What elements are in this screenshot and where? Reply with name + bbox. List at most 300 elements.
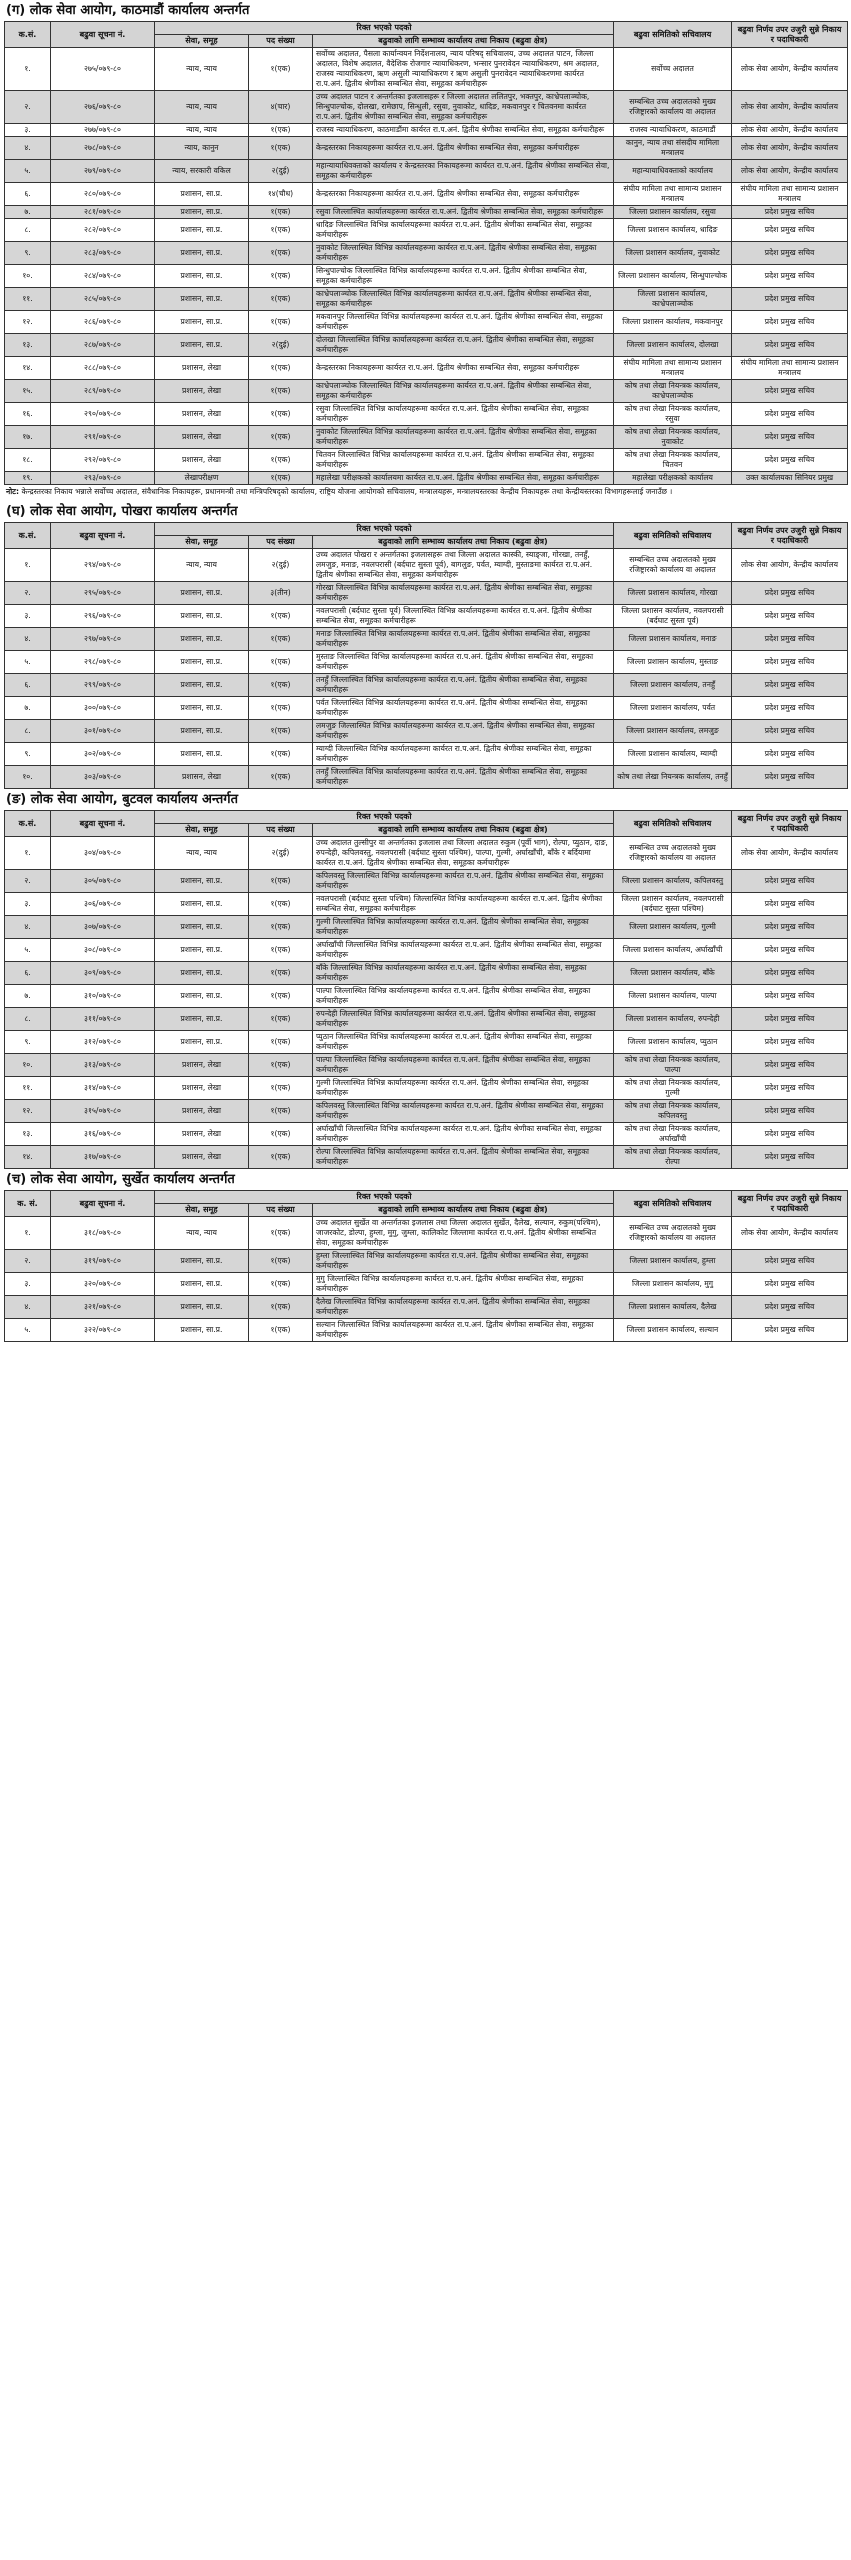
row-service: प्रशासन, सा.प्र.	[155, 1296, 249, 1319]
promotion-table	[4, 810, 848, 1169]
row-authority: प्रदेश प्रमुख सचिव	[732, 720, 848, 743]
row-service: प्रशासन, सा.प्र.	[155, 288, 249, 311]
row-service: प्रशासन, सा.प्र.	[155, 985, 249, 1008]
row-posts: १(एक)	[249, 311, 313, 334]
header-offices: बढुवाको लागि सम्भाव्य कार्यालय तथा निकाय (बढुवा क्षेत्र)	[313, 35, 614, 48]
row-notice-no: २९४/०७९-८०	[51, 549, 155, 582]
row-offices: नवलपरासी (बर्दघाट सुस्ता पूर्व) जिल्लास्थित विभिन्न कार्यालयहरूमा कार्यरत रा.प.अनं. द्वितीय श्रेणीका सम्बन्धित सेवा, समूहका कर्मचारीहरू	[313, 605, 614, 628]
header-offices: बढुवाको लागि सम्भाव्य कार्यालय तथा निकाय (बढुवा क्षेत्र)	[313, 536, 614, 549]
row-offices: उच्च अदालत पाटन र अन्तर्गतका इजलासहरू र जिल्ला अदालत ललितपुर, भक्तपुर, काभ्रेपलाञ्चोक, सिन्धुपाल्चोक, दोलखा, रामेछाप, सिन्धुली, रसुवा, नुवाकोट, धादिङ, मकवानपुर र चितवनमा कार्यरत रा.प.अनं. द्वितीय श्रेणीका सम्बन्धित सेवा, समूहका कर्मचारीहरू	[313, 91, 614, 124]
row-sn: ३.	[5, 605, 51, 628]
row-authority: प्रदेश प्रमुख सचिव	[732, 380, 848, 403]
row-posts: १(एक)	[249, 357, 313, 380]
table-row	[5, 1217, 848, 1250]
row-committee: जिल्ला प्रशासन कार्यालय, तनहुँ	[614, 674, 732, 697]
row-service: प्रशासन, लेखा	[155, 1146, 249, 1169]
row-offices: गुल्मी जिल्लास्थित विभिन्न कार्यालयहरूमा कार्यरत रा.प.अनं. द्वितीय श्रेणीका सम्बन्धित सेवा, समूहका कर्मचारीहरू	[313, 916, 614, 939]
row-service: प्रशासन, लेखा	[155, 403, 249, 426]
row-posts: १(एक)	[249, 124, 313, 137]
table-body	[5, 549, 848, 789]
row-sn: ५.	[5, 1319, 51, 1342]
row-committee: कोष तथा लेखा नियन्त्रक कार्यालय, गुल्मी	[614, 1077, 732, 1100]
row-posts: १(एक)	[249, 1250, 313, 1273]
header-notice-no: बढुवा सूचना नं.	[51, 523, 155, 549]
row-service: प्रशासन, सा.प्र.	[155, 674, 249, 697]
row-notice-no: ३१२/०७९-८०	[51, 1031, 155, 1054]
row-posts: १(एक)	[249, 449, 313, 472]
row-committee: जिल्ला प्रशासन कार्यालय, गोरखा	[614, 582, 732, 605]
row-committee: जिल्ला प्रशासन कार्यालय, बाँके	[614, 962, 732, 985]
row-offices: गुल्मी जिल्लास्थित विभिन्न कार्यालयहरूमा कार्यरत रा.प.अनं. द्वितीय श्रेणीका सम्बन्धित सेवा, समूहका कर्मचारीहरू	[313, 1077, 614, 1100]
row-committee: कोष तथा लेखा नियन्त्रक कार्यालय, रोल्पा	[614, 1146, 732, 1169]
row-service: न्याय, न्याय	[155, 837, 249, 870]
table-row	[5, 628, 848, 651]
row-notice-no: ३११/०७९-८०	[51, 1008, 155, 1031]
row-sn: ८.	[5, 720, 51, 743]
row-notice-no: २८६/०७९-८०	[51, 311, 155, 334]
row-committee: सम्बन्धित उच्च अदालतको मुख्य रजिष्ट्रारको कार्यालय वा अदालत	[614, 549, 732, 582]
row-posts: १(एक)	[249, 962, 313, 985]
row-posts: १४(चौध)	[249, 183, 313, 206]
table-row	[5, 893, 848, 916]
row-sn: १९.	[5, 472, 51, 485]
row-sn: १४.	[5, 1146, 51, 1169]
row-sn: ९.	[5, 743, 51, 766]
row-notice-no: ३१७/०७९-८०	[51, 1146, 155, 1169]
row-notice-no: ३१८/०७९-८०	[51, 1217, 155, 1250]
row-posts: १(एक)	[249, 206, 313, 219]
table-row	[5, 1319, 848, 1342]
row-notice-no: २९२/०७९-८०	[51, 449, 155, 472]
table-row	[5, 985, 848, 1008]
row-authority: प्रदेश प्रमुख सचिव	[732, 743, 848, 766]
row-committee: जिल्ला प्रशासन कार्यालय, पर्वत	[614, 697, 732, 720]
row-authority: प्रदेश प्रमुख सचिव	[732, 605, 848, 628]
section-title: (ङ) लोक सेवा आयोग, बुटवल कार्यालय अन्तर्गत	[6, 792, 239, 807]
row-sn: ७.	[5, 206, 51, 219]
row-offices: रोल्पा जिल्लास्थित विभिन्न कार्यालयहरूमा कार्यरत रा.प.अनं. द्वितीय श्रेणीका सम्बन्धित सेवा, समूहका कर्मचारीहरू	[313, 1146, 614, 1169]
row-notice-no: ३०१/०७९-८०	[51, 720, 155, 743]
row-posts: १(एक)	[249, 893, 313, 916]
header-committee: बढुवा समितिको सचिवालय	[614, 811, 732, 837]
row-notice-no: २९१/०७९-८०	[51, 426, 155, 449]
table-row	[5, 1146, 848, 1169]
table-row	[5, 91, 848, 124]
row-posts: १(एक)	[249, 1100, 313, 1123]
row-authority: प्रदेश प्रमुख सचिव	[732, 403, 848, 426]
row-offices: कपिलवस्तु जिल्लास्थित विभिन्न कार्यालयहरूमा कार्यरत रा.प.अनं. द्वितीय श्रेणीका सम्बन्धित सेवा, समूहका कर्मचारीहरू	[313, 870, 614, 893]
row-authority: प्रदेश प्रमुख सचिव	[732, 311, 848, 334]
row-authority: प्रदेश प्रमुख सचिव	[732, 766, 848, 789]
row-offices: राजस्व न्यायाधिकरण, काठमाडौंमा कार्यरत रा.प.अनं. द्वितीय श्रेणीका सम्बन्धित सेवा, समूहका कर्मचारीहरू	[313, 124, 614, 137]
table-row	[5, 1296, 848, 1319]
row-committee: जिल्ला प्रशासन कार्यालय, सल्यान	[614, 1319, 732, 1342]
table-row	[5, 605, 848, 628]
row-notice-no: ३००/०७९-८०	[51, 697, 155, 720]
row-authority: प्रदेश प्रमुख सचिव	[732, 1296, 848, 1319]
row-authority: प्रदेश प्रमुख सचिव	[732, 1008, 848, 1031]
header-service: सेवा, समूह	[155, 1204, 249, 1217]
row-committee: कोष तथा लेखा नियन्त्रक कार्यालय, नुवाकोट	[614, 426, 732, 449]
row-offices: प्युठान जिल्लास्थित विभिन्न कार्यालयहरूमा कार्यरत रा.प.अनं. द्वितीय श्रेणीका सम्बन्धित सेवा, समूहका कर्मचारीहरू	[313, 1031, 614, 1054]
row-committee: जिल्ला प्रशासन कार्यालय, दैलेख	[614, 1296, 732, 1319]
section-pokhara	[4, 501, 847, 789]
note	[4, 485, 847, 501]
row-posts: १(एक)	[249, 426, 313, 449]
table-row	[5, 1250, 848, 1273]
row-committee: कोष तथा लेखा नियन्त्रक कार्यालय, रसुवा	[614, 403, 732, 426]
row-authority: प्रदेश प्रमुख सचिव	[732, 1319, 848, 1342]
table-row	[5, 720, 848, 743]
table-row	[5, 1077, 848, 1100]
row-offices: पाल्पा जिल्लास्थित विभिन्न कार्यालयहरूमा कार्यरत रा.प.अनं. द्वितीय श्रेणीका सम्बन्धित सेवा, समूहका कर्मचारीहरू	[313, 985, 614, 1008]
row-committee: जिल्ला प्रशासन कार्यालय, नवलपरासी (बर्दघाट सुस्ता पश्चिम)	[614, 893, 732, 916]
row-notice-no: २८९/०७९-८०	[51, 380, 155, 403]
row-sn: ८.	[5, 219, 51, 242]
row-service: न्याय, न्याय	[155, 91, 249, 124]
row-service: प्रशासन, लेखा	[155, 449, 249, 472]
row-committee: जिल्ला प्रशासन कार्यालय, रसुवा	[614, 206, 732, 219]
row-offices: कपिलवस्तु जिल्लास्थित विभिन्न कार्यालयहरूमा कार्यरत रा.प.अनं. द्वितीय श्रेणीका सम्बन्धित सेवा, समूहका कर्मचारीहरू	[313, 1100, 614, 1123]
row-notice-no: २७५/०७९-८०	[51, 48, 155, 91]
row-committee: जिल्ला प्रशासन कार्यालय, सिन्धुपाल्चोक	[614, 265, 732, 288]
row-notice-no: २८२/०७९-८०	[51, 219, 155, 242]
row-offices: सर्वोच्च अदालत, पैसला कार्यान्वयन निर्देशनालय, न्याय परिषद् सचिवालय, उच्च अदालत पाटन, जिल्ला अदालत, विशेष अदालत, वैदेशिक रोजगार न्यायाधिकरण, भन्सार पुनरावेदन न्यायाधिकरण, श्रम अदालत, राजस्व न्यायाधिकरण, ऋण असुली न्यायाधिकरण र ऋण असुली पुनरावेदन न्यायाधिकरणमा कार्यरत रा.प.अनं. द्वितीय श्रेणीका सम्बन्धित सेवा, समूहका कर्मचारीहरू	[313, 48, 614, 91]
table-row	[5, 962, 848, 985]
row-service: प्रशासन, सा.प्र.	[155, 1008, 249, 1031]
row-sn: १७.	[5, 426, 51, 449]
header-committee: बढुवा समितिको सचिवालय	[614, 22, 732, 48]
row-sn: ३.	[5, 893, 51, 916]
row-offices: उच्च अदालत पोखरा र अन्तर्गतका इजलासहरू तथा जिल्ला अदालत कास्की, स्याङ्जा, गोरखा, तनहुँ, लमजुङ, मनाङ, नवलपरासी (बर्दघाट सुस्ता पूर्व), बागलुङ, पर्वत, म्याग्दी, मुस्ताङमा कार्यरत रा.प.अनं. द्वितीय श्रेणीका सम्बन्धित सेवा, समूहका कर्मचारीहरू	[313, 549, 614, 582]
row-posts: १(एक)	[249, 1296, 313, 1319]
row-sn: ११.	[5, 1077, 51, 1100]
table-row	[5, 651, 848, 674]
row-service: प्रशासन, सा.प्र.	[155, 1031, 249, 1054]
row-authority: प्रदेश प्रमुख सचिव	[732, 1250, 848, 1273]
row-posts: १(एक)	[249, 628, 313, 651]
row-authority: प्रदेश प्रमुख सचिव	[732, 697, 848, 720]
header-posts: पद संख्या	[249, 1204, 313, 1217]
row-offices: तनहुँ जिल्लास्थित विभिन्न कार्यालयहरूमा कार्यरत रा.प.अनं. द्वितीय श्रेणीका सम्बन्धित सेवा, समूहका कर्मचारीहरू	[313, 674, 614, 697]
row-posts: १(एक)	[249, 403, 313, 426]
row-sn: १.	[5, 1217, 51, 1250]
row-offices: हुम्ला जिल्लास्थित विभिन्न कार्यालयहरूमा कार्यरत रा.प.अनं. द्वितीय श्रेणीका सम्बन्धित सेवा, समूहका कर्मचारीहरू	[313, 1250, 614, 1273]
row-offices: केन्द्रस्तरका निकायहरूमा कार्यरत रा.प.अनं. द्वितीय श्रेणीका सम्बन्धित सेवा, समूहका कर्मचारीहरू	[313, 137, 614, 160]
header-notice-no: बढुवा सूचना नं.	[51, 1191, 155, 1217]
row-sn: १६.	[5, 403, 51, 426]
table-row	[5, 1123, 848, 1146]
header-service: सेवा, समूह	[155, 536, 249, 549]
row-committee: सम्बन्धित उच्च अदालतको मुख्य रजिष्ट्रारको कार्यालय वा अदालत	[614, 1217, 732, 1250]
row-sn: १.	[5, 837, 51, 870]
row-authority: प्रदेश प्रमुख सचिव	[732, 426, 848, 449]
row-sn: १.	[5, 549, 51, 582]
row-service: प्रशासन, सा.प्र.	[155, 939, 249, 962]
row-authority: लोक सेवा आयोग, केन्द्रीय कार्यालय	[732, 124, 848, 137]
row-service: प्रशासन, सा.प्र.	[155, 743, 249, 766]
row-posts: १(एक)	[249, 651, 313, 674]
header-posts: पद संख्या	[249, 35, 313, 48]
row-posts: १(एक)	[249, 1031, 313, 1054]
row-authority: प्रदेश प्रमुख सचिव	[732, 1077, 848, 1100]
table-row	[5, 743, 848, 766]
note-text: केन्द्रस्तरका निकाय भन्नाले सर्वोच्च अदालत, संवैधानिक निकायहरू, प्रधानमन्त्री तथा मन्त्रिपरिषद्को कार्यालय, राष्ट्रिय योजना आयोगको सचिवालय, मन्त्रालयहरू, मन्त्रालयस्तरका केन्द्रीय निकायहरू तथा केन्द्रीयस्तरका विभागहरूलाई जनाउँछ ।	[21, 487, 673, 496]
row-authority: प्रदेश प्रमुख सचिव	[732, 219, 848, 242]
row-posts: २(दुई)	[249, 549, 313, 582]
table-row	[5, 357, 848, 380]
row-offices: मनाङ जिल्लास्थित विभिन्न कार्यालयहरूमा कार्यरत रा.प.अनं. द्वितीय श्रेणीका सम्बन्धित सेवा, समूहका कर्मचारीहरू	[313, 628, 614, 651]
row-notice-no: ३१०/०७९-८०	[51, 985, 155, 1008]
row-committee: जिल्ला प्रशासन कार्यालय, मनाङ	[614, 628, 732, 651]
header-sn: क. सं.	[5, 1191, 51, 1217]
row-committee: संघीय मामिला तथा सामान्य प्रशासन मन्त्रालय	[614, 357, 732, 380]
row-service: प्रशासन, सा.प्र.	[155, 206, 249, 219]
row-sn: १२.	[5, 311, 51, 334]
row-committee: जिल्ला प्रशासन कार्यालय, प्युठान	[614, 1031, 732, 1054]
row-service: प्रशासन, सा.प्र.	[155, 605, 249, 628]
row-committee: राजस्व न्यायाधिकरण, काठमाडौं	[614, 124, 732, 137]
row-posts: १(एक)	[249, 472, 313, 485]
row-sn: २.	[5, 91, 51, 124]
row-posts: १(एक)	[249, 219, 313, 242]
table-row	[5, 160, 848, 183]
row-authority: प्रदेश प्रमुख सचिव	[732, 962, 848, 985]
row-offices: महालेखा परीक्षकको कार्यालयमा कार्यरत रा.प.अनं. द्वितीय श्रेणीका सम्बन्धित सेवा, समूहका कर्मचारीहरू	[313, 472, 614, 485]
row-service: न्याय, कानुन	[155, 137, 249, 160]
row-notice-no: २९६/०७९-८०	[51, 605, 155, 628]
row-committee: कोष तथा लेखा नियन्त्रक कार्यालय, काभ्रेपलाञ्चोक	[614, 380, 732, 403]
row-committee: सम्बन्धित उच्च अदालतको मुख्य रजिष्ट्रारको कार्यालय वा अदालत	[614, 91, 732, 124]
row-offices: पर्वत जिल्लास्थित विभिन्न कार्यालयहरूमा कार्यरत रा.प.अनं. द्वितीय श्रेणीका सम्बन्धित सेवा, समूहका कर्मचारीहरू	[313, 697, 614, 720]
table-row	[5, 449, 848, 472]
header-notice-no: बढुवा सूचना नं.	[51, 811, 155, 837]
row-offices: नवलपरासी (बर्दघाट सुस्ता पश्चिम) जिल्लास्थित विभिन्न कार्यालयहरूमा कार्यरत रा.प.अनं. द्वितीय श्रेणीका सम्बन्धित सेवा, समूहका कर्मचारीहरू	[313, 893, 614, 916]
table-row	[5, 1054, 848, 1077]
row-sn: ३.	[5, 124, 51, 137]
row-service: न्याय, न्याय	[155, 48, 249, 91]
row-notice-no: ३०७/०७९-८०	[51, 916, 155, 939]
row-posts: १(एक)	[249, 1077, 313, 1100]
row-service: लेखापरीक्षण	[155, 472, 249, 485]
row-posts: १(एक)	[249, 939, 313, 962]
row-sn: ८.	[5, 1008, 51, 1031]
table-row	[5, 1273, 848, 1296]
row-committee: जिल्ला प्रशासन कार्यालय, रुपन्देही	[614, 1008, 732, 1031]
row-committee: जिल्ला प्रशासन कार्यालय, कपिलवस्तु	[614, 870, 732, 893]
table-body	[5, 48, 848, 485]
row-committee: कोष तथा लेखा नियन्त्रक कार्यालय, अर्घाखाँची	[614, 1123, 732, 1146]
header-authority: बढुवा निर्णय उपर उजुरी सुन्ने निकाय र पदाधिकारी	[732, 811, 848, 837]
row-offices: केन्द्रस्तरका निकायहरूमा कार्यरत रा.प.अनं. द्वितीय श्रेणीका सम्बन्धित सेवा, समूहका कर्मचारीहरू	[313, 183, 614, 206]
table-row	[5, 403, 848, 426]
row-offices: पाल्पा जिल्लास्थित विभिन्न कार्यालयहरूमा कार्यरत रा.प.अनं. द्वितीय श्रेणीका सम्बन्धित सेवा, समूहका कर्मचारीहरू	[313, 1054, 614, 1077]
header-committee: बढुवा समितिको सचिवालय	[614, 1191, 732, 1217]
row-posts: १(एक)	[249, 1273, 313, 1296]
row-offices: दोलखा जिल्लास्थित विभिन्न कार्यालयहरूमा कार्यरत रा.प.अनं. द्वितीय श्रेणीका सम्बन्धित सेवा, समूहका कर्मचारीहरू	[313, 334, 614, 357]
row-service: प्रशासन, सा.प्र.	[155, 651, 249, 674]
row-service: प्रशासन, सा.प्र.	[155, 334, 249, 357]
row-authority: प्रदेश प्रमुख सचिव	[732, 206, 848, 219]
row-offices: रसुवा जिल्लास्थित कार्यालयहरूमा कार्यरत रा.प.अनं. द्वितीय श्रेणीका सम्बन्धित सेवा, समूहका कर्मचारीहरू	[313, 206, 614, 219]
row-sn: ९.	[5, 242, 51, 265]
row-sn: ५.	[5, 651, 51, 674]
table-body	[5, 837, 848, 1169]
row-authority: प्रदेश प्रमुख सचिव	[732, 449, 848, 472]
table-row	[5, 124, 848, 137]
row-service: प्रशासन, सा.प्र.	[155, 219, 249, 242]
row-posts: ४(चार)	[249, 91, 313, 124]
table-row	[5, 939, 848, 962]
row-service: प्रशासन, लेखा	[155, 357, 249, 380]
row-service: प्रशासन, सा.प्र.	[155, 893, 249, 916]
header-vacant: रिक्त भएको पदको	[155, 22, 614, 35]
row-authority: लोक सेवा आयोग, केन्द्रीय कार्यालय	[732, 48, 848, 91]
row-authority: प्रदेश प्रमुख सचिव	[732, 582, 848, 605]
row-notice-no: २९८/०७९-८०	[51, 651, 155, 674]
section-surkhet	[4, 1169, 847, 1342]
row-posts: २(दुई)	[249, 160, 313, 183]
row-offices: अर्घाखाँची जिल्लास्थित विभिन्न कार्यालयहरूमा कार्यरत रा.प.अनं. द्वितीय श्रेणीका सम्बन्धित सेवा, समूहका कर्मचारीहरू	[313, 1123, 614, 1146]
header-notice-no: बढुवा सूचना नं.	[51, 22, 155, 48]
row-notice-no: ३२२/०७९-८०	[51, 1319, 155, 1342]
row-committee: कोष तथा लेखा नियन्त्रक कार्यालय, तनहुँ	[614, 766, 732, 789]
table-body	[5, 1217, 848, 1342]
row-posts: १(एक)	[249, 1054, 313, 1077]
row-notice-no: २७६/०७९-८०	[51, 91, 155, 124]
row-offices: तनहुँ जिल्लास्थित विभिन्न कार्यालयहरूमा कार्यरत रा.प.अनं. द्वितीय श्रेणीका सम्बन्धित सेवा, समूहका कर्मचारीहरू	[313, 766, 614, 789]
row-sn: १०.	[5, 265, 51, 288]
row-notice-no: २८०/०७९-८०	[51, 183, 155, 206]
row-sn: १५.	[5, 380, 51, 403]
row-posts: १(एक)	[249, 48, 313, 91]
row-posts: १(एक)	[249, 380, 313, 403]
header-vacant: रिक्त भएको पदको	[155, 811, 614, 824]
promotion-table	[4, 1190, 848, 1342]
row-sn: ४.	[5, 628, 51, 651]
row-offices: सल्यान जिल्लास्थित विभिन्न कार्यालयहरूमा कार्यरत रा.प.अनं. द्वितीय श्रेणीका सम्बन्धित सेवा, समूहका कर्मचारीहरू	[313, 1319, 614, 1342]
row-offices: नुवाकोट जिल्लास्थित विभिन्न कार्यालयहरूमा कार्यरत रा.प.अनं. द्वितीय श्रेणीका सम्बन्धित सेवा, समूहका कर्मचारीहरू	[313, 242, 614, 265]
row-service: न्याय, सरकारी वकिल	[155, 160, 249, 183]
row-service: प्रशासन, सा.प्र.	[155, 1319, 249, 1342]
row-sn: १२.	[5, 1100, 51, 1123]
table-row	[5, 426, 848, 449]
row-notice-no: २९९/०७९-८०	[51, 674, 155, 697]
row-offices: उच्च अदालत सुर्खेत वा अन्तर्गतका इजलास तथा जिल्ला अदालत सुर्खेत, दैलेख, सल्यान, रुकुम(पश्चिम), जाजरकोट, डोल्पा, हुम्ला, मुगु, जुम्ला, कालिकोट जिल्लामा कार्यरत रा.प.अनं. द्वितीय श्रेणीका सम्बन्धित सेवा, समूहका कर्मचारीहरू	[313, 1217, 614, 1250]
row-service: प्रशासन, लेखा	[155, 766, 249, 789]
row-authority: प्रदेश प्रमुख सचिव	[732, 651, 848, 674]
row-service: प्रशासन, सा.प्र.	[155, 265, 249, 288]
row-notice-no: २८१/०७९-८०	[51, 206, 155, 219]
row-offices: दैलेख जिल्लास्थित विभिन्न कार्यालयहरूमा कार्यरत रा.प.अनं. द्वितीय श्रेणीका सम्बन्धित सेवा, समूहका कर्मचारीहरू	[313, 1296, 614, 1319]
row-notice-no: २९७/०७९-८०	[51, 628, 155, 651]
row-notice-no: २८४/०७९-८०	[51, 265, 155, 288]
row-notice-no: २९५/०७९-८०	[51, 582, 155, 605]
row-authority: संघीय मामिला तथा सामान्य प्रशासन मन्त्रालय	[732, 357, 848, 380]
row-sn: २.	[5, 582, 51, 605]
row-authority: लोक सेवा आयोग, केन्द्रीय कार्यालय	[732, 91, 848, 124]
table-row	[5, 334, 848, 357]
table-row	[5, 582, 848, 605]
row-offices: रसुवा जिल्लास्थित विभिन्न कार्यालयहरूमा कार्यरत रा.प.अनं. द्वितीय श्रेणीका सम्बन्धित सेवा, समूहका कर्मचारीहरू	[313, 403, 614, 426]
row-authority: प्रदेश प्रमुख सचिव	[732, 893, 848, 916]
row-offices: केन्द्रस्तरका निकायहरूमा कार्यरत रा.प.अनं. द्वितीय श्रेणीका सम्बन्धित सेवा, समूहका कर्मचारीहरू	[313, 357, 614, 380]
header-vacant: रिक्त भएको पदको	[155, 1191, 614, 1204]
row-authority: प्रदेश प्रमुख सचिव	[732, 985, 848, 1008]
row-notice-no: ३०६/०७९-८०	[51, 893, 155, 916]
document-page	[4, 0, 847, 1342]
row-offices: सिन्धुपाल्चोक जिल्लास्थित विभिन्न कार्यालयहरूमा कार्यरत रा.प.अनं. द्वितीय श्रेणीका सम्बन्धित सेवा, समूहका कर्मचारीहरू	[313, 265, 614, 288]
row-authority: प्रदेश प्रमुख सचिव	[732, 870, 848, 893]
table-row	[5, 1008, 848, 1031]
row-notice-no: २८५/०७९-८०	[51, 288, 155, 311]
row-service: प्रशासन, सा.प्र.	[155, 916, 249, 939]
row-authority: प्रदेश प्रमुख सचिव	[732, 334, 848, 357]
table-row	[5, 766, 848, 789]
row-authority: प्रदेश प्रमुख सचिव	[732, 939, 848, 962]
header-posts: पद संख्या	[249, 824, 313, 837]
row-notice-no: ३०३/०७९-८०	[51, 766, 155, 789]
table-row	[5, 206, 848, 219]
header-posts: पद संख्या	[249, 536, 313, 549]
row-notice-no: ३१३/०७९-८०	[51, 1054, 155, 1077]
row-service: प्रशासन, सा.प्र.	[155, 242, 249, 265]
row-committee: जिल्ला प्रशासन कार्यालय, काभ्रेपलाञ्चोक	[614, 288, 732, 311]
table-row	[5, 380, 848, 403]
header-offices: बढुवाको लागि सम्भाव्य कार्यालय तथा निकाय (बढुवा क्षेत्र)	[313, 1204, 614, 1217]
section-title: (ग) लोक सेवा आयोग, काठमाडौं कार्यालय अन्तर्गत	[6, 3, 250, 18]
row-service: न्याय, न्याय	[155, 124, 249, 137]
promotion-table	[4, 522, 848, 789]
row-committee: जिल्ला प्रशासन कार्यालय, अर्घाखाँची	[614, 939, 732, 962]
row-authority: लोक सेवा आयोग, केन्द्रीय कार्यालय	[732, 549, 848, 582]
row-posts: १(एक)	[249, 265, 313, 288]
row-authority: प्रदेश प्रमुख सचिव	[732, 1100, 848, 1123]
row-offices: मुगु जिल्लास्थित विभिन्न कार्यालयहरूमा कार्यरत रा.प.अनं. द्वितीय श्रेणीका सम्बन्धित सेवा, समूहका कर्मचारीहरू	[313, 1273, 614, 1296]
header-sn: क.सं.	[5, 22, 51, 48]
row-notice-no: २९३/०७९-८०	[51, 472, 155, 485]
row-service: प्रशासन, लेखा	[155, 1123, 249, 1146]
row-notice-no: ३१९/०७९-८०	[51, 1250, 155, 1273]
row-authority: प्रदेश प्रमुख सचिव	[732, 1123, 848, 1146]
row-notice-no: २७८/०७९-८०	[51, 137, 155, 160]
row-notice-no: ३०८/०७९-८०	[51, 939, 155, 962]
row-service: प्रशासन, सा.प्र.	[155, 697, 249, 720]
row-committee: महालेखा परीक्षकको कार्यालय	[614, 472, 732, 485]
header-sn: क.सं.	[5, 811, 51, 837]
row-service: प्रशासन, लेखा	[155, 380, 249, 403]
row-committee: जिल्ला प्रशासन कार्यालय, नवलपरासी (बर्दघाट सुस्ता पूर्व)	[614, 605, 732, 628]
row-sn: १४.	[5, 357, 51, 380]
row-sn: २.	[5, 1250, 51, 1273]
row-committee: जिल्ला प्रशासन कार्यालय, पाल्पा	[614, 985, 732, 1008]
row-committee: संघीय मामिला तथा सामान्य प्रशासन मन्त्रालय	[614, 183, 732, 206]
row-committee: कोष तथा लेखा नियन्त्रक कार्यालय, कपिलवस्तु	[614, 1100, 732, 1123]
row-authority: प्रदेश प्रमुख सचिव	[732, 674, 848, 697]
header-sn: क.सं.	[5, 523, 51, 549]
row-authority: उक्त कार्यालयका सिनियर प्रमुख	[732, 472, 848, 485]
row-posts: १(एक)	[249, 1319, 313, 1342]
row-offices: चितवन जिल्लास्थित विभिन्न कार्यालयहरूमा कार्यरत रा.प.अनं. द्वितीय श्रेणीका सम्बन्धित सेवा, समूहका कर्मचारीहरू	[313, 449, 614, 472]
table-row	[5, 837, 848, 870]
row-notice-no: ३२०/०७९-८०	[51, 1273, 155, 1296]
section-kathmandu	[4, 0, 847, 501]
row-offices: अर्घाखाँची जिल्लास्थित विभिन्न कार्यालयहरूमा कार्यरत रा.प.अनं. द्वितीय श्रेणीका सम्बन्धित सेवा, समूहका कर्मचारीहरू	[313, 939, 614, 962]
table-row	[5, 137, 848, 160]
table-row	[5, 219, 848, 242]
row-committee: सम्बन्धित उच्च अदालतको मुख्य रजिष्ट्रारको कार्यालय वा अदालत	[614, 837, 732, 870]
row-posts: १(एक)	[249, 720, 313, 743]
